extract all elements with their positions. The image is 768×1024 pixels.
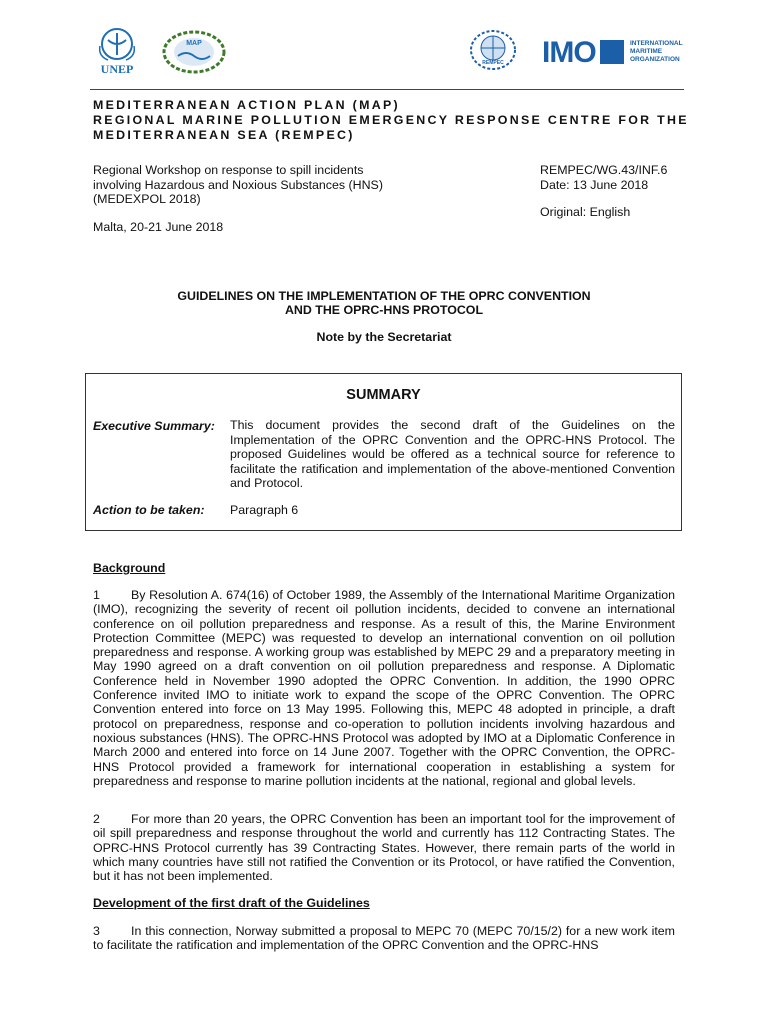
imo-sub-line-3: ORGANIZATION: [630, 56, 680, 63]
imo-emblem-icon: [600, 40, 624, 64]
note-by-secretariat: Note by the Secretariat: [316, 330, 452, 344]
background-heading: Background: [93, 561, 166, 575]
paragraph-text: In this connection, Norway submitted a proposal to MEPC 70 (MEPC 70/15/2) for a new work item to facilitate the ratification and implementation of the OPRC Convention and the OPRC-HNS: [93, 924, 675, 953]
paragraph-1: [93, 588, 675, 788]
rempec-logo-text: REMPEC: [482, 60, 504, 66]
map-logo-text: MAP: [186, 40, 202, 47]
meeting-place-date: Malta, 20-21 June 2018: [93, 219, 224, 234]
paragraph-2: [93, 812, 675, 883]
meeting-line-3: (MEDEXPOL 2018): [93, 192, 201, 206]
action-text: Paragraph 6: [230, 503, 299, 517]
organisation-header: [93, 98, 693, 143]
header-rule: [90, 89, 684, 90]
rempec-logo: [466, 30, 520, 74]
imo-logo-text: IMO: [542, 36, 596, 69]
meeting-line-2: involving Hazardous and Noxious Substances (HNS): [93, 177, 383, 192]
document-original-language: Original: English: [540, 205, 631, 219]
document-symbol: REMPEC/WG.43/INF.6: [540, 163, 668, 177]
paragraph-number: 3: [93, 924, 100, 938]
document-reference: [540, 163, 667, 220]
unep-logo-text: UNEP: [100, 62, 134, 76]
header-line-1: MEDITERRANEAN ACTION PLAN (MAP): [93, 98, 400, 112]
imo-sub-line-2: MARITIME: [630, 48, 663, 55]
executive-summary-label: Executive Summary:: [93, 419, 215, 433]
unep-logo: [90, 26, 144, 78]
executive-summary-text: This document provides the second draft of the Guidelines on the Implementation of the OPRC Convention and the OPRC-HNS Protocol. The proposed Guidelines would be offered as a technical source for reference to facilitate the ratification and implementation of the above-mentioned Convention and Protocol.: [230, 418, 675, 490]
document-date: Date: 13 June 2018: [540, 177, 649, 192]
header-line-2: REGIONAL MARINE POLLUTION EMERGENCY RESPONSE CENTRE FOR THE: [93, 113, 689, 127]
paragraph-number: 2: [93, 812, 100, 826]
paragraph-text: For more than 20 years, the OPRC Convention has been an important tool for the improvement of oil spill preparedness and response throughout the world and currently has 112 Contracting States. The OPRC-HNS Protocol currently has 39 Contracting States. However, there remain parts of the world in which many countries have still not ratified the Convention or its Protocol, or have ratified the Convention, but it has not been implemented.: [93, 812, 675, 884]
imo-sub-line-1: INTERNATIONAL: [630, 40, 683, 47]
map-logo: [160, 28, 228, 76]
imo-logo: [542, 38, 692, 68]
document-title: [93, 289, 675, 317]
paragraph-text: By Resolution A. 674(16) of October 1989, the Assembly of the International Maritime Organization (IMO), recognizing the severity of recent oil pollution incidents, decided to convene an international conference on oil pollution preparedness and response. As a result of this, the Marine Environment Protection Committee (MEPC) was requested to develop an international convention on oil pollution preparedness and response. A working group was established by MEPC 29 and a preparatory meeting in May 1990 agreed on a draft convention on oil pollution preparedness and response. A Diplomatic Conference held in November 1990 adopted the OPRC Convention. In addition, the 1990 OPRC Conference invited IMO to initiate work to expand the scope of the OPRC Convention. The OPRC Convention entered into force on 13 May 1995. Following this, MEPC 48 adopted in principle, a draft protocol on preparedness, response and co-operation to pollution incidents involving hazardous and noxious substances (HNS). The OPRC-HNS Protocol was adopted by IMO at a Diplomatic Conference in March 2000 and entered into force on 14 June 2007. Together with the OPRC Convention, the OPRC-HNS Protocol provided a framework for international cooperation in establishing a system for preparedness and response to marine pollution incidents at the national, regional and global levels.: [93, 588, 675, 788]
development-heading: Development of the first draft of the Guidelines: [93, 896, 370, 910]
title-line-2: AND THE OPRC-HNS PROTOCOL: [284, 303, 484, 317]
action-label: Action to be taken:: [93, 503, 205, 517]
paragraph-3: [93, 924, 675, 953]
title-line-1: GUIDELINES ON THE IMPLEMENTATION OF THE OPRC CONVENTION: [177, 289, 591, 303]
meeting-info: [93, 163, 383, 234]
paragraph-number: 1: [93, 588, 100, 602]
summary-heading: SUMMARY: [346, 387, 421, 403]
header-line-3: MEDITERRANEAN SEA (REMPEC): [93, 128, 355, 142]
meeting-line-1: Regional Workshop on response to spill incidents: [93, 163, 364, 177]
